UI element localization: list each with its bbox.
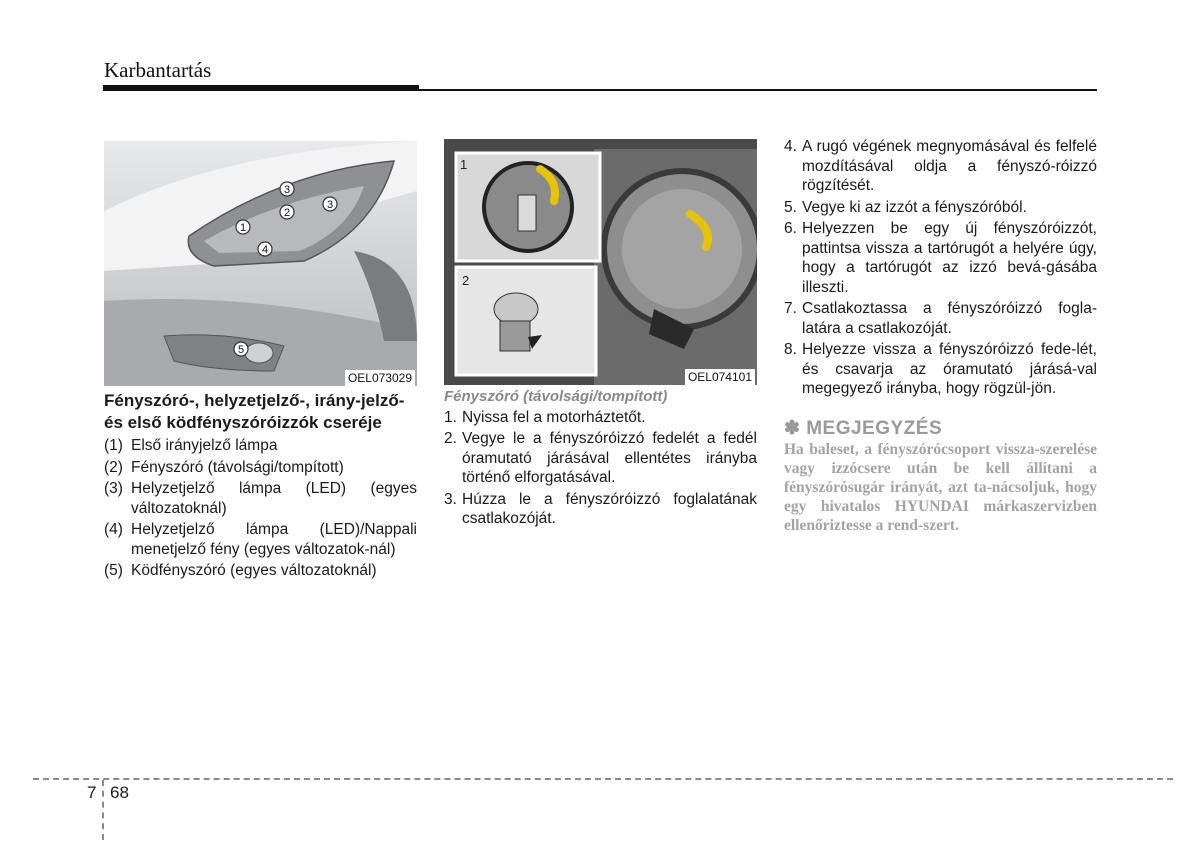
step-item: 2. Vegye le a fényszóróizzó fedelét a fedél óramutató járásával ellentétes irányba történő elforgatásával. bbox=[444, 430, 757, 486]
page-header-title: Karbantartás bbox=[104, 58, 212, 82]
step-item: 7. Csatlakoztassa a fényszóróizzó fogla-latára a csatlakozóját. bbox=[784, 300, 1097, 337]
list-item: (5) Ködfényszóró (egyes változatoknál) bbox=[104, 562, 377, 579]
inset-label-1: 1 bbox=[460, 157, 468, 172]
list-item: (4) Helyzetjelző lámpa (LED)/Nappali menetjelző fény (egyes változatok-nál) bbox=[104, 521, 417, 558]
step-item: 4. A rugó végének megnyomásával és felfelé mozdításával oldja a fényszó-róizzó rögzítését. bbox=[784, 138, 1097, 194]
steps-list-2 bbox=[784, 137, 1097, 399]
figure-code: OEL074101 bbox=[685, 369, 755, 385]
callout-3b: 3 bbox=[326, 199, 334, 211]
step-item: 6. Helyezzen be egy új fényszóróizzót, pattintsa vissza a tartórugót a helyére úgy, hogy a tartórugót az izzó bevá-gásába illeszti. bbox=[784, 220, 1097, 296]
step-item: 3. Húzza le a fényszóróizzó foglalatának csatlakozóját. bbox=[444, 490, 757, 527]
step-item: 5. Vegye ki az izzót a fényszóróból. bbox=[784, 198, 1027, 216]
callout-1: 1 bbox=[239, 222, 247, 234]
column-left bbox=[104, 390, 417, 583]
note-title: ✽ MEGJEGYZÉS bbox=[784, 417, 943, 439]
header-rule-thin bbox=[419, 89, 1097, 91]
list-item: (2) Fényszóró (távolsági/tompított) bbox=[104, 458, 344, 476]
steps-list-1 bbox=[444, 408, 757, 529]
callout-5: 5 bbox=[237, 344, 245, 356]
page-number: 68 bbox=[110, 783, 129, 802]
callout-4: 4 bbox=[261, 244, 269, 256]
footer-dashed-rule bbox=[33, 778, 1173, 780]
section-heading: Fényszóró-, helyzetjelző-, irány-jelző- és első ködfényszóróizzók cseréje bbox=[104, 391, 405, 432]
headlamp-drawing bbox=[104, 141, 417, 386]
bulb-drawing bbox=[444, 139, 757, 385]
chapter-number: 7 bbox=[87, 783, 97, 802]
list-item: (3) Helyzetjelző lámpa (LED) (egyes változatoknál) bbox=[104, 480, 417, 517]
header-rule-thick bbox=[103, 85, 419, 91]
column-middle bbox=[444, 387, 757, 531]
callout-2: 2 bbox=[283, 207, 291, 219]
headlamp-illustration bbox=[104, 141, 417, 386]
figure-code: OEL073029 bbox=[345, 370, 415, 386]
footer-dashed-vertical bbox=[102, 780, 104, 840]
column-right bbox=[784, 137, 1097, 535]
inset-label-2: 2 bbox=[462, 273, 470, 288]
figure-caption: Fényszóró (távolsági/tompított) bbox=[444, 388, 668, 405]
list-item: (1) Első irányjelző lámpa bbox=[104, 437, 278, 454]
step-item: 1. Nyissa fel a motorháztetőt. bbox=[444, 408, 646, 426]
step-item: 8. Helyezze vissza a fényszóróizzó fede-lét, és csavarja az óramutató járásá-val megegyező irányba, hogy rögzül-jön. bbox=[784, 341, 1097, 397]
callout-3a: 3 bbox=[283, 184, 291, 196]
component-list bbox=[104, 436, 417, 581]
bulb-photo bbox=[444, 139, 757, 385]
note-text: Ha baleset, a fényszórócsoport vissza-szerelése vagy izzócsere után be kell állítani a fényszórósugár irányát, azt ta-nácsoljuk, hogy egy hivatalos HYUNDAI márkaszervizben ellenőriztesse a rend-szert. bbox=[784, 441, 1097, 534]
